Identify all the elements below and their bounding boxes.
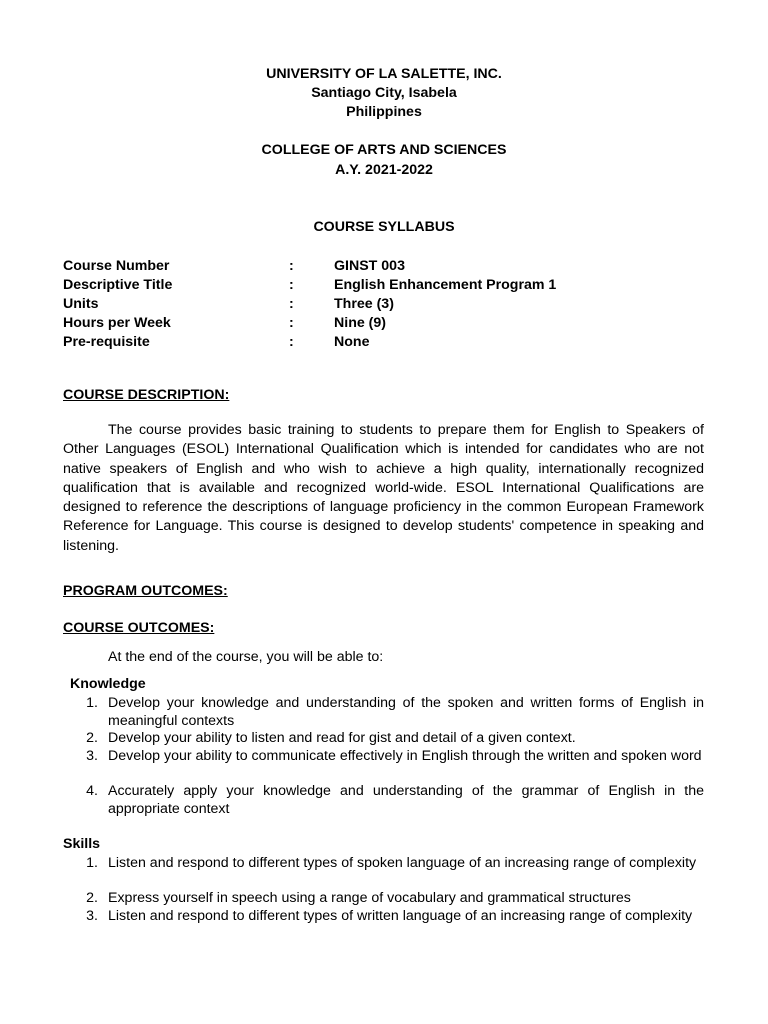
list-item-text: Listen and respond to different types of written language of an increasing range of complexity	[108, 908, 693, 924]
list-item-text: Develop your ability to listen and read for gist and detail of a given context.	[108, 730, 576, 746]
course-info-row	[63, 295, 723, 314]
course-info-label: Course Number	[63, 258, 170, 274]
course-description-text: The course provides basic training to students to prepare them for English to Speakers of Other Languages (ESOL) International Qualification which is intended for candidates who are not native speakers of English and who wish to achieve a high quality, internationally recognized qualification that is available and recognized world-wide. ESOL International Qualifications are designed to reference the descriptions of language proficiency in the common European Framework Reference for Language. This course is designed to develop students' competence in speaking and listening.	[63, 422, 704, 554]
course-info-label: Descriptive Title	[63, 277, 173, 293]
course-info-label: Units	[63, 296, 99, 312]
list-item-number: 1.	[86, 695, 98, 711]
list-item-text: Develop your knowledge and understanding of the spoken and written forms of English in meaningful contexts	[108, 695, 704, 729]
list-item-number: 4.	[86, 783, 98, 799]
list-item-text: Accurately apply your knowledge and understanding of the grammar of English in the appropriate context	[108, 783, 704, 817]
list-item-text: Listen and respond to different types of spoken language of an increasing range of complexity	[108, 855, 697, 871]
list-item-text: Develop your ability to communicate effectively in English through the written and spoken word	[108, 748, 702, 764]
list-item-number: 3.	[86, 748, 98, 764]
institution-country: Philippines	[346, 104, 422, 120]
course-info-label: Hours per Week	[63, 315, 171, 331]
skills-heading: Skills	[63, 836, 101, 852]
course-info-separator: :	[289, 315, 294, 331]
academic-year: A.Y. 2021-2022	[335, 162, 433, 178]
course-info-label: Pre-requisite	[63, 334, 150, 350]
institution-city: Santiago City, Isabela	[311, 85, 457, 101]
list-item-number: 2.	[86, 890, 98, 906]
program-outcomes-heading: PROGRAM OUTCOMES:	[63, 583, 228, 599]
knowledge-heading: Knowledge	[70, 676, 146, 692]
document-title: COURSE SYLLABUS	[313, 219, 455, 235]
course-info-row	[63, 276, 723, 295]
course-info-value: GINST 003	[334, 258, 405, 274]
list-item-number: 3.	[86, 908, 98, 924]
course-outcomes-intro: At the end of the course, you will be able to:	[108, 649, 384, 665]
college-name: COLLEGE OF ARTS AND SCIENCES	[261, 142, 507, 158]
institution-name: UNIVERSITY OF LA SALETTE, INC.	[266, 66, 502, 82]
course-info-value: English Enhancement Program 1	[334, 277, 557, 293]
course-info-value: Three (3)	[334, 296, 394, 312]
course-info-row	[63, 257, 723, 276]
course-info-separator: :	[289, 334, 294, 350]
list-item-text: Express yourself in speech using a range of vocabulary and grammatical structures	[108, 890, 631, 906]
course-info-separator: :	[289, 277, 294, 293]
course-info-row	[63, 333, 723, 352]
course-info-separator: :	[289, 258, 294, 274]
course-info-value: Nine (9)	[334, 315, 387, 331]
list-item-number: 2.	[86, 730, 98, 746]
course-info-separator: :	[289, 296, 294, 312]
course-info-value: None	[334, 334, 370, 350]
list-item-number: 1.	[86, 855, 98, 871]
course-outcomes-heading: COURSE OUTCOMES:	[63, 620, 215, 636]
course-info-row	[63, 314, 723, 333]
course-description-heading: COURSE DESCRIPTION:	[63, 387, 230, 403]
